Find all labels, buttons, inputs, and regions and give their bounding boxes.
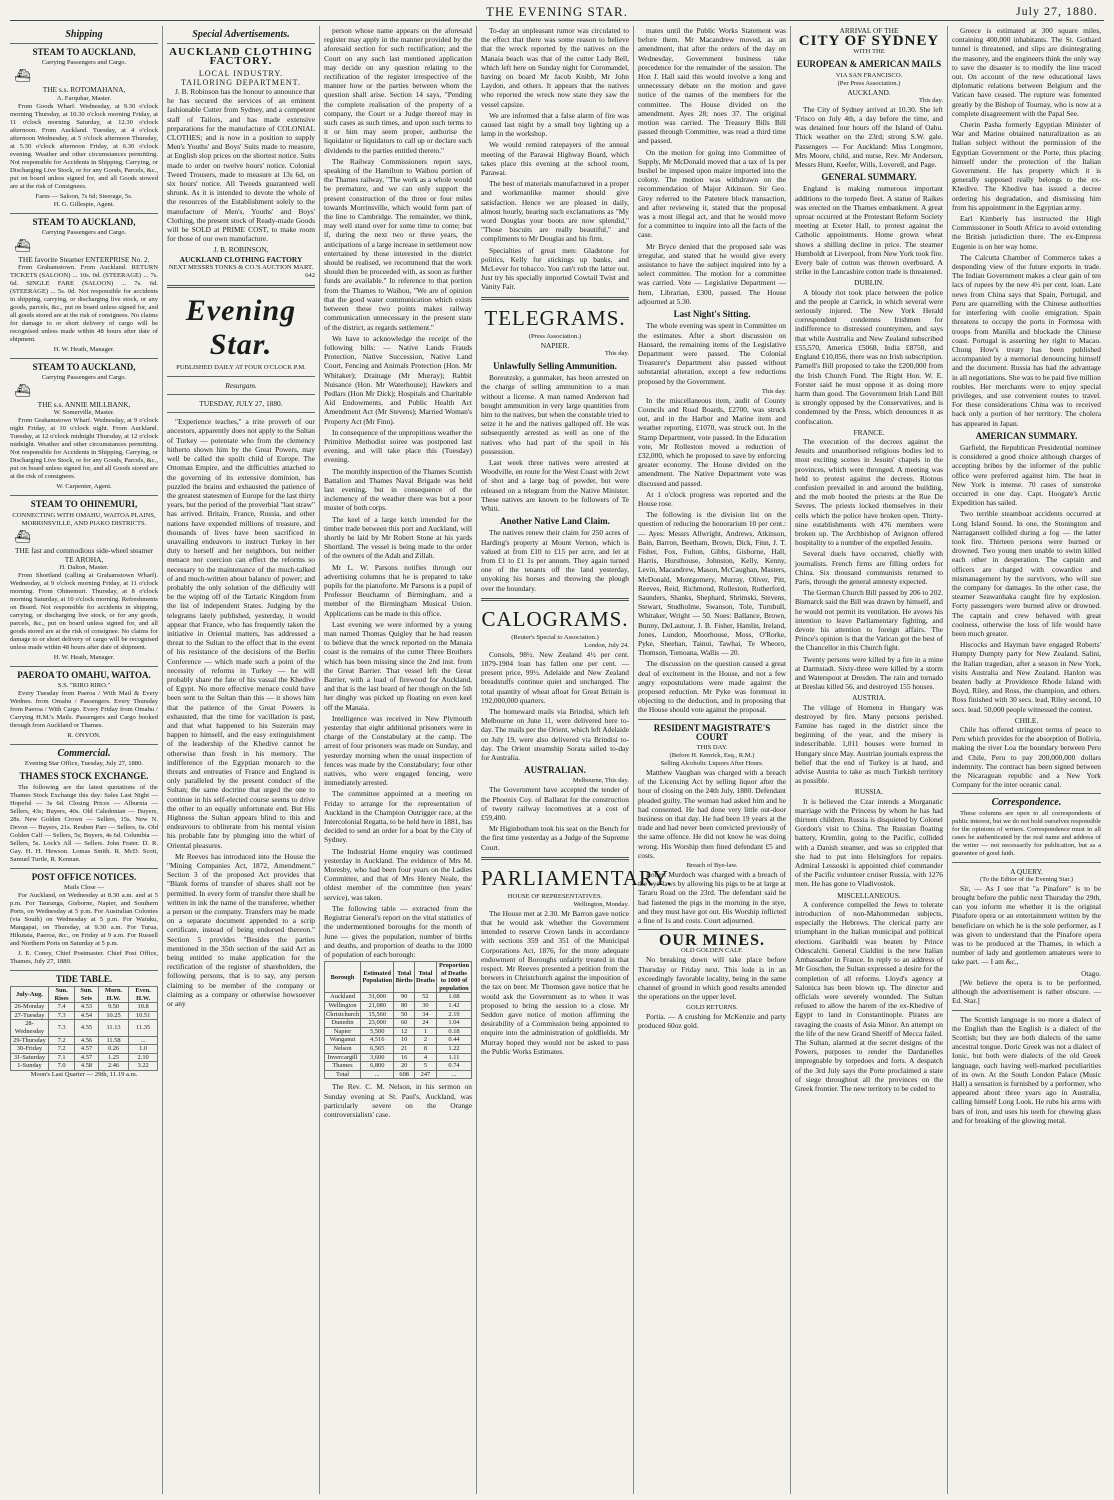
ad-department: TAILORING DEPARTMENT. xyxy=(181,77,301,87)
table-cell: Auckland xyxy=(325,993,361,1002)
table-cell: 8 xyxy=(414,1045,436,1054)
press-association-credit: (Press Association.) xyxy=(528,332,582,340)
news-paragraph: The Industrial Home enquiry was continued yesterday in Auckland. The evidence of Mrs M. Moresby, who had been four years on the Ladies Committee, and that of Mrs Henry Neale, the oldest member of the committee (ten years' service), was taken. xyxy=(324,846,472,902)
column-mail-news xyxy=(791,26,948,1494)
news-paragraph: Boreutzsky, a gunmaker, has been arrested on the charge of selling ammunition to a man without a license. A man named Anderson had bought ammunition in very large quantities from him to the natives, but when the constable tried to seize it he and the natives galloped off. He was subsequently arrested as well as one of the natives who had part of the spoil in his possession. xyxy=(481,373,629,456)
news-paragraph: Consols, 98½. New Zealand 4½ per cent. 1879-1904 loan has fallen one per cent. — present price, 99½. Adelaide and New Zealand breadstuffs continue quiet and unchanged. The total quantity of wheat afloat for Great Britain is 192,000,000 quarters. xyxy=(481,649,629,705)
column-shipping xyxy=(6,26,163,1494)
table-row xyxy=(325,1010,472,1019)
table-cell: 7.4 xyxy=(48,1003,74,1012)
table-cell: 50 xyxy=(394,1010,414,1019)
news-paragraph: The homeward mails via Brindisi, which left Melbourne on June 11, were delivered here to-day. The mails per the Orient, which left Adelaide on July 19, were also delivered via Brindisi to-day. The Orient steamship Sorata sailed to-day for Australia. xyxy=(481,706,629,762)
table-cell: 1.11 xyxy=(437,1053,472,1062)
house-heading: HOUSE OF REPRESENTATIVES. xyxy=(507,892,603,900)
table-row xyxy=(11,1045,158,1054)
exchange-heading: THAMES STOCK EXCHANGE. xyxy=(19,771,149,782)
table-cell: 52 xyxy=(414,993,436,1002)
ad-subtitle: S.S. "RIRO RIRO." xyxy=(57,682,111,690)
ship-headline: CITY OF SYDNEY xyxy=(798,33,940,50)
table-row xyxy=(325,1070,472,1079)
letter-addressee: (To the Editor of the Evening Star.) xyxy=(979,875,1074,883)
table-cell: 2.46 xyxy=(98,1062,128,1071)
ad-title: STEAM TO AUCKLAND, xyxy=(32,362,136,373)
table-cell: 4.57 xyxy=(75,1045,99,1054)
table-cell: 0.18 xyxy=(437,1027,472,1036)
press-association-credit: (Per Press Association.) xyxy=(837,79,901,87)
table-row xyxy=(11,1053,158,1062)
issue-date: July 27, 1880. xyxy=(1015,4,1098,18)
table-cell: 34 xyxy=(414,1010,436,1019)
ship-name: THE favorite Steamer ENTERPRISE No. 2. xyxy=(18,254,150,264)
ad-title: PAEROA TO OMAHU, WAITOA. xyxy=(17,670,151,681)
ship-master: W. Somerville, Master. xyxy=(53,409,115,417)
table-header-cell: Sun. Rises xyxy=(48,987,74,1003)
table-cell: Nelson xyxy=(325,1045,361,1054)
table-cell: 1 xyxy=(414,1027,436,1036)
ad-agent: R. ONYON. xyxy=(67,732,101,740)
news-paragraph: We would remind ratepayers of the annual meeting of the Parawai Highway Board, which takes place this evening at the school room, Parawai. xyxy=(481,140,629,178)
table-row xyxy=(325,1045,472,1054)
region-heading: MISCELLANEOUS. xyxy=(837,890,901,900)
news-paragraph: Twenty persons were killed by a fire in a mine at Darmstadt. Sixty-three were killed by a storm and Waterspout at Dresden. The rain and tornado at Breslau killed 56, and destroyed 155 houses. xyxy=(795,654,943,692)
news-paragraph: The discussion on the question caused a great deal of excitement in the House, and not a few angry expostulations were made against the proposed reduction. Mr Pyke was foremost in objecting to the deduction, and in proposing that the House should vote against the proposal. xyxy=(638,659,786,715)
exchange-body: The following are the latest quotations of the Thames Stock Exchange this day: Sales Last Night — Hopeful — 3s 6d. Closing Prices — Alburnia — Sellers, 43s; Buyers, 40s. Old Caledonian — Buyers, 28s. New Golden Crown — Sellers, 15s. New N. Devon — Buyers, 21s. Reuben Parr — Sellers, 6s. Old Golden Calf — Sellers, 5s; Buyers, 4s 6d. Columbia — Sellers, 5s. Lock's All — Sellers. John Frater. D. R. Gay. H. H. Hewson. Lomas Smith. R. McD. Scott, Samuel Turtle, R. Kennan. xyxy=(10,783,158,863)
table-cell: 23,000 xyxy=(361,1019,394,1028)
table-cell: 20 xyxy=(394,1062,414,1071)
table-header-cell: July-Aug. xyxy=(11,987,49,1003)
court-subheading: Breach of Bye-law. xyxy=(686,862,738,870)
table-cell: 21,080 xyxy=(361,1002,394,1011)
news-paragraph: Greece is estimated at 300 square miles, containing 400,000 inhabitants. The St. Gothard tunnel is threatened, and slips are disintegrating the masonry, and the engineers think the only way to save the disaster is to modify the line traced out. On account of the new educational laws diplomatic relations between Belgium and the Vatican have ceased. The rupture was fomented greatly by the Bishop of Tournay, who is now at a complete disagreement with the Papal See. xyxy=(952,26,1101,118)
table-cell: 6,800 xyxy=(361,1062,394,1071)
table-cell: Invercargill xyxy=(325,1053,361,1062)
news-paragraph: We are informed that a false alarm of fire was caused last night by a small boy lighting up a lamp in the workshop. xyxy=(481,110,629,139)
news-paragraph: Mr L. W. Parsons notifies through our advertising columns that he is prepared to take pupils for the pianoforte. Mr Parsons is a pupil of Professor Beuchamn of Birmingham, and a member of the Birmingham Musical Union. Applications can be made to this office. xyxy=(324,562,472,618)
table-row xyxy=(11,1003,158,1012)
column-local-news xyxy=(320,26,477,1494)
ship-master: A. Farquhar, Master. xyxy=(56,94,112,102)
news-paragraph: No breaking down will take place before Thursday or Friday next. This lode is in an exceedingly favorable locality, being in the same channel of ground in which good results attended the operations on the upper level. xyxy=(638,955,786,1002)
subheading: Another Native Land Claim. xyxy=(500,516,610,527)
ad-body: From Shortland (calling at Grahamstown Wharf). Wednesday, at 9 o'clock morning Friday, at 11 o'clock morning. From Ohinemuri. Thursday, at 8 o'clock morning Saturday, at 10 o'clock morning. Refreshments on Board. Not responsible for accidents in shipping, carrying, or discharging live stock, or for any goods, parcels, &c., put on board unless signed for, and all goods stored are at the risk of consignee. No claims for damage to or short delivery of cargo will be recognised unless made within 48 hours after date of shipment. xyxy=(10,572,158,652)
steamship-icon: ⛴ xyxy=(14,528,31,544)
table-cell: 10.25 xyxy=(98,1011,128,1020)
table-cell: Dunedin xyxy=(325,1019,361,1028)
section-heading-australian: AUSTRALIAN. xyxy=(524,765,586,776)
table-cell: Napier xyxy=(325,1027,361,1036)
section-heading-telegrams: TELEGRAMS. xyxy=(484,305,626,330)
ad-address: NEXT MESSRS TONKS & CO.'S AUCTION MART. xyxy=(168,263,314,271)
newspaper-title: THE EVENING STAR. xyxy=(486,4,628,19)
ad-agent: H. W. Heath, Manager. xyxy=(53,346,115,354)
ad-body: Every Tuesday from Paeroa / With Mail & Every Wednes. from Omahu / Passengers. Every Thursday from Paeroa / With Cargo. Every Friday from Omahu / Carrying H.M.'s Mails. Passengers and Cargo booked through from Auckland or Thames. xyxy=(10,690,158,730)
table-cell: 21 xyxy=(394,1045,414,1054)
news-paragraph: At 1 o'clock progress was reported and the House rose. xyxy=(638,489,786,508)
ad-body: J. B. Robinson has the honour to announce that he has secured the services of an eminent fashionable Cutter from Sydney, and a competent staff of Tailors, and has made extensive preparations for the manufacture of COLONIAL CLOTHES; and is now in a position to supply Men's Youths' and Boys' Suits made to measure, at English slop prices on the shortest notice. Suits made to order on twelve hours' notice. Colonial Tweed Trousers, made to measure at 13s 6d, on six hours' notice. All Tweeds guaranteed well shrunk. As it is intended to devote the whole of the resources of the Establishment solely to the manufacture of Men's, Youths' and Boys' Clothing, the present stock of Ready-made Goods will be SOLD at PRIME COST, to make room for those of our own manufacture. xyxy=(167,87,315,244)
columns xyxy=(6,26,1108,1494)
news-paragraph: The committee appointed at a meeting on Friday to arrange for the representation of Auckland in the Champion Outrigger race, at the Intercolonial Regatta, to be held here in 1881, has decided to send an order for a boat by the City of Sydney. xyxy=(324,789,472,845)
news-paragraph: Several duels have occurred, chiefly with journalists. French firms are filling orders for China. Six thousand communists returned to Paris, through the general amnesty expected. xyxy=(795,549,943,586)
division-list: The following is the division list on the question of reducing the honorarium 10 per cent.: — Ayes: Messrs Allwright, Andrews, Atkinson, Bain, Barron, Beetham, Brown, Dick, Finn, J. T. Fisher, Fox, Fulton, Gibbs, Gisborne, Hall, Harris, Hursthouse, Johnston, Kelly, Kenny, Levin, Macandrew, Mason, McCaughan, Masters, McDonald, Montgomery, Murray, Oliver, Pitt, Reeves, Reid, Richmond, Rolleston, Rutherford, Saunders, Shanks, Shephard, Shrimski, Stevens, Stewart, Studholme, Swanson, Tole, Turnbull, Whitaker, Wright — 50. Noes: Ballance, Brown, Bunny, DeLautour, J. B. Fisher, Hamlin, Ireland, Jones, Lundon, Moorhouse, Moss, O'Rorke, Pyke, Sheehan, Tainui, Tawhai, Te Wheoro, Thomson, Tomoana, Wallis — 20. xyxy=(638,510,786,658)
news-paragraph: We have to acknowledge the receipt of the following bills: — Native Lands Frauds Protection, Native Succession, Native Land Court, Fencing and Animals Protection (Hon. Mr Whitaker); Drainage (Mr Murray); Rabbit Nuisance (Hon. Mr Waterhouse); Hawkers and Pedlars (Hon Mr Dick); Hospitals and Charitable Aid Endowments, and Public Health Act Amendment Act (Mr Stevens); Married Woman's Property Act (Mr Finn). xyxy=(324,333,472,426)
news-paragraph: The monthly inspection of the Thames Scottish Battalion and Thames Naval Brigade was held last evening, but in consequence of the inclemency of the weather there was but a poor muster of both corps. xyxy=(324,466,472,513)
table-cell: 4.57 xyxy=(75,1053,99,1062)
mails-headline: EUROPEAN & AMERICAN MAILS xyxy=(796,59,942,70)
ad-body: From Grahamstown Wharf. Wednesday, at 9 o'clock night Friday, at 10 o'clock night. From Auckland. Tuesday, at 12 o'clock midnight Thursday, at 12 o'clock midnight. Weather and other circumstances permitting. Not responsible for Accidents in Shipping, Carrying, or Discharging Live Stock, or for any Goods, Parcels, &c., put on board unless signed for, and all Goods stored are at the risk of consignees. xyxy=(10,417,158,481)
ad-fares: Fares — Saloon, 7s 6d; Steerage, 5s. xyxy=(35,192,133,200)
region-heading: RUSSIA. xyxy=(854,787,884,797)
region-heading: FRANCE. xyxy=(853,427,885,437)
table-cell: 11.35 xyxy=(129,1020,158,1036)
table-cell: 7.2 xyxy=(48,1045,74,1054)
news-paragraph: Earl Kimberly has instructed the High Commissioner in South Africa to avoid extending the British jurisdiction there. The ex-Empress Eugenie is on her way home. xyxy=(952,214,1101,251)
court-heading: RESIDENT MAGISTRATE'S COURT xyxy=(653,722,771,742)
court-before: (Before H. Kenrick, Esq., R.M.) xyxy=(669,752,755,760)
news-paragraph: The Government have accepted the tender of the Phoenix Coy. of Ballarat for the construction of twenty railway locomotives at a cost of £59,400. xyxy=(481,785,629,823)
news-paragraph: The following table — extracted from the Registrar General's report on the vital statistics of the undermentioned boroughs for the month of June — gives the population, number of births and deaths, and proportion of deaths to the 1000 of population of each borough: xyxy=(324,903,472,959)
ad-title: STEAM TO AUCKLAND, xyxy=(32,216,136,227)
table-cell: 1.22 xyxy=(437,1045,472,1054)
via-line: VIA SAN FRANCISCO. xyxy=(835,71,903,79)
dateline-place: NAPIER. xyxy=(540,340,570,350)
news-paragraph: Specialties of great men: Gladstone for politics, Kelly for stickings up banks, and McLever for tobacco. You can't rob the latter out. Just try his specially imported Cowtail Twist and Vanity Fair. xyxy=(481,245,629,292)
leader-dateline: TUESDAY, JULY 27, 1880. xyxy=(199,399,283,409)
dateline: London, July 24. xyxy=(584,641,629,649)
ad-subtitle: CONNECTING WITH OMAHU, WAITOA PLAINS, MORRINSVILLE, AND PIAKO DISTRICTS. xyxy=(12,511,156,527)
ad-signature-business: AUCKLAND CLOTHING FACTORY xyxy=(179,254,303,264)
news-paragraph: mates until the Public Works Statement was before them. Mr Macandrew moved, as an amendment, that after the orders of the day on Wednesday, Government business take precedence for the remainder of the session. The Hon J. Hall said this would involve a long and unnecessary debate on the motion and gave notice of the names of the members for the committee. The House divided on the amendment. Ayes 28; noes 37. The original motion was carried. The Treasury Bills Bill passed through Committee, was read a third time and passed. xyxy=(638,26,786,146)
arrival-heading: ARRIVAL OF THE xyxy=(839,26,899,35)
table-cell: 12 xyxy=(394,1027,414,1036)
table-cell: 1.04 xyxy=(437,1019,472,1028)
table-header-cell: Estimated Population xyxy=(361,962,394,993)
column-telegrams xyxy=(477,26,673,1494)
post-office-body: For Auckland, on Wednesday at 8.30 a.m. and at 5 p.m. For Tauranga, Gisborne, Napier, and Southern Ports, on Wednesday at 5 p.m. For Australian Colonies (via South) on Wednesday at 5 p.m. For Waiuku, Mangapai, on Thursday, at 9.30 a.m. For Turua, Hikutaia, Paeroa, &c., on Friday at 9 a.m. For Russell and Northern Ports on Saturday at 5 p.m. xyxy=(10,891,158,947)
dateline-place: AUCKLAND. xyxy=(847,87,891,97)
news-paragraph: The village of Homenz in Hungary was destroyed by fire. Many persons perished. Famine has raged in the district since the beginning of the year, and the misery is indescribable. 1,011 houses were burned in Hungary since May. Austrian journals express the belief that the end of Turkey is at hand, and advise Austria to take as much Turkish territory as possible. xyxy=(795,702,943,786)
ad-agent: H. W. Heath, Manager. xyxy=(53,654,115,662)
news-paragraph: Cherin Pasha formerly Egyptian Minister of War and Marine obtained naturalization as an Italian subject without the permission of the Egyptian Government or the Porte, thus placing himself under the protection of the Italian Government. He has property which it is generally supposed really belongs to the ex-Khedive. The Khedive has issued a decree ordering his degradation, and dismissing him from his appointment in the Egyptian army. xyxy=(952,120,1101,212)
section-heading-american-summary: AMERICAN SUMMARY. xyxy=(975,430,1078,441)
table-row xyxy=(11,1011,158,1020)
news-paragraph: The keel of a large ketch intended for the timber trade between this port and Auckland, will shortly be laid by Mr Robert Stone at his yards Shortland. The vessel is being made to the order of the owners of the Adah and Zillah. xyxy=(324,514,472,561)
news-paragraph: The City of Sydney arrived at 10.30. She left 'Frisco on July 4th, a day before the time, and was detained four hours off the Island of Oahu. Thick weather on the 23rd; strong S.W. gale. Passengers — For Auckland: Miss Longmore, Mrs Moore, child, and nurse, Rev. Mr Anderson, Messrs Hunt, Keefer, Wills, Loverell, and Page. xyxy=(795,104,943,170)
mine-subheading: GOLD RETURNS. xyxy=(686,1003,738,1011)
table-row xyxy=(11,1062,158,1071)
table-cell: 30 xyxy=(414,1002,436,1011)
column-summaries-correspondence xyxy=(948,26,1105,1494)
table-cell: 4.53 xyxy=(75,1003,99,1012)
region-heading: AUSTRIA. xyxy=(852,693,886,703)
table-cell: 9.50 xyxy=(98,1003,128,1012)
ship-name: THE s.s. ANNIE MILLBANK, xyxy=(37,400,131,410)
table-cell: 1.68 xyxy=(437,993,472,1002)
letter-signature: Otago. xyxy=(1081,968,1101,978)
news-paragraph: The natives renew their claim for 250 acres of Harding's property at Mount Vernon, which is valued at from £10 to £15 per acre, and let at from £1 to £1 1s per annum. They again turned one of the tenants off the land yesterday, unyoking his horses and throwing the plough over the boundary. xyxy=(481,528,629,593)
motto: Resurgam. xyxy=(225,380,257,390)
news-paragraph: Two terrible steamboat accidents occurred at Long Island Sound. In one, the Stonington and Narragansett collided during a fog — the latter took fire. Thirteen persons were burned or drowned. Two young men unable to swim killed each other in desperation. The captain and officers are charged with cowardice and mismanagement by the survivors, who will sue the company for damages. In the other case, the steamer Seawanhaka caught fire by explosion. Forty passengers were burned alive or drowned. The captain and crew behaved with great coolness, otherwise the loss of life would have been much greater. xyxy=(952,509,1101,638)
table-cell: 80 xyxy=(394,1002,414,1011)
section-heading-mines: OUR MINES. xyxy=(658,932,765,950)
ad-title: STEAM TO OHINEMURI, xyxy=(30,499,138,510)
news-paragraph: On the motion for going into Committee of Supply, Mr McDonald moved that a tax of 1s per bushel be imposed upon maize imported into the colony. The motion was withdrawn on the recommendation of Major Atkinson. Sir Geo. Grey referred to the Patetere block transaction, and after reviewing it, stated that the proposal was a most illegal act, and that he would move for a committee to inquire into all the facts of the case. xyxy=(638,147,786,240)
ad-subtitle: LOCAL INDUSTRY. xyxy=(198,68,284,78)
table-cell: ... xyxy=(129,1036,158,1045)
post-office-subheading: Mails Close — xyxy=(64,883,104,891)
table-cell: Thames xyxy=(325,1062,361,1071)
news-paragraph: Last week three natives were arrested at Woodville, en route for the West Coast with 2cwt of shot and a large bag of powder, but were released on a telegram from the Native Minister. These natives are known to be followers of Te Whiti. xyxy=(481,457,629,513)
table-cell: 31,000 xyxy=(361,993,394,1002)
table-cell: 4.58 xyxy=(75,1062,99,1071)
table-row xyxy=(325,1036,472,1045)
with-the: WITH THE xyxy=(853,48,885,56)
table-row xyxy=(325,1053,472,1062)
table-cell: Total xyxy=(325,1070,361,1079)
subheading: Unlawfully Selling Ammunition. xyxy=(493,360,617,371)
table-cell: 0.26 xyxy=(98,1045,128,1054)
leader-article: Mr Reeves has introduced into the House the "Mining Companies Act, 1872, Amendment." Section 3 of the proposed Act provides that "Blank forms of transfer of shares shall not be permitted. In every form of transfer there shall be written in ink the name of the transferee, whether a person or the company. Transfers may be made on a separate document appended to a scrip certificate, instead of being endorsed thereon." Section 5 provides "Besides the parties mentioned in the 35th section of the said Act as being entitled to make application for the rectification of the register of shareholders, the following persons, that is to say, any person claiming to be member of the company or claiming as a company or otherwise howsoever or any xyxy=(167,851,315,1009)
news-paragraph: Portia. — A crushing for McKenzie and party produced 60oz gold. xyxy=(638,1011,786,1030)
table-cell: 1-Sunday xyxy=(11,1062,49,1071)
section-heading-general-summary: GENERAL SUMMARY. xyxy=(821,172,917,183)
ad-title: STEAM TO AUCKLAND, xyxy=(32,47,136,58)
tide-note: Moon's Last Quarter — 29th, 11.19 a.m. xyxy=(30,1070,138,1078)
table-cell: 60 xyxy=(394,1019,414,1028)
table-cell: Christchurch xyxy=(326,1010,360,1018)
dateline: Melbourne, This day. xyxy=(572,777,629,785)
ad-body: From Goods Wharf. Wednesday, at 9.30 o'clock morning Thursday, at 10.30 o'clock morning Friday, at 11 o'clock morning Saturday, at 12.30 o'clock afternoon. From Auckland. Tuesday, at 4 o'clock afternoon Wednesday, at 5 o'clock afternoon Thursday, at 5.30 o'clock afternoon Friday, at 6.30 o'clock evening. Weather and other circumstances permitting. Not responsible for Accidents in Shipping, Carrying, or Discharging Live Stock, or for any Goods, Parcels, &c., put on board unless signed for, and all Goods stowed are at the risk of Consignees. xyxy=(10,102,158,190)
table-cell: 1.25 xyxy=(98,1053,128,1062)
ad-subtitle: Carrying Passengers and Cargo. xyxy=(41,374,127,382)
ad-agent: W. Carpenter, Agent. xyxy=(56,483,112,491)
table-row xyxy=(325,1019,472,1028)
table-cell: 10.51 xyxy=(129,1011,158,1020)
table-row xyxy=(325,1062,472,1071)
news-paragraph: The Calcutta Chamber of Commerce takes a desponding view of the future exports in trade. The Indian Government makes a clear gain of ten lacs of rupees by the new 4½ per cent. loan. Late news from China says that Spain, Portugal, and Peru are quarrelling with the Chinese authorities for interfering with coolie emigration. Spain threatens to occupy the ports in Formosa with troops from Manilla and blockade the Chinese coast. Portugal is asserting her right to Macao. Chung How's treaty has been published accompanied by a memorial denouncing himself and the document. Russia has had the advantage in all negotiations. She was to be paid five million roubles. Her merchants were to enjoy special privileges, and use convenient routes to travel. For these considerations China was to received back only a portion of her territory. The cholera has appeared in Japan. xyxy=(952,252,1101,428)
table-cell: 31-Saturday xyxy=(11,1053,49,1062)
table-cell: 10.8 xyxy=(129,1003,158,1012)
table-cell: Wanganui xyxy=(325,1036,361,1045)
table-cell: 28-Wednesday xyxy=(11,1020,49,1036)
table-cell: 4 xyxy=(414,1053,436,1062)
table-cell: 11.58 xyxy=(98,1036,128,1045)
news-paragraph: The House met at 2.30. Mr Barron gave notice that he would ask whether the Government intended to reserve Crown lands in accordance with sections 359 and 351 of the Municipal Corporations Act, 1876, for the more adequate endowment of Boroughs unfairly treated in that respect. Mr Reeves presented a petition from the brewers in Christchurch against the imposition of the tax on beer. Mr Thomson gave notice that he would ask the Government as to when it was proposed to bring the session to a close. Mr Seddon gave notice of motion affirming the desirability of a Commission being appointed to enquire into the administration of goldfields. Mr Murray hoped they would not be asked to pass the Public Works Estimates. xyxy=(481,908,629,1056)
table-row xyxy=(325,1027,472,1036)
post-office-signature: J. E. Coney, Chief Postmaster. Chief Post Office, Thames, July 27, 1880. xyxy=(10,949,158,965)
table-cell: 4.54 xyxy=(75,1011,99,1020)
table-cell: 1.42 xyxy=(437,1002,472,1011)
table-header-cell: Proportion of Deaths to 1000 of population xyxy=(437,962,472,993)
table-row xyxy=(11,1020,158,1036)
dateline: Wellington, Monday. xyxy=(573,900,629,908)
news-paragraph: A conference compelled the Jews to tolerate introduction of non-Mahommedan subjects, especially the Hebrews. The clerical party are triumphant in the Italian municipal and political elections. Garibaldi was beaten by Prince Odescalchi. General Cialdini is the new Italian Ambassador in France. In reply to an address of Mr Goschen, the Sultan expressed a desire for the completion of all reforms. Lloyd's agency at Salonica has been blown up. The director and officials were severely wounded. The Sultan refused to allow the harem of the ex-Khedive of Egypt to land in Constantinople. Pirates are ravaging the coasts of Asia Minor. An attempt on the life of the new Grand Sheriff of Mecca failed. The Sultan, alarmed at the secret designs of the Powers, purposes to render the Dardanelles impregnable by torpedoes and forts. A despatch of the 3rd July says the Porte proclaimed a state of siege throughout all the provinces on the Greek frontier. The new territory to be ceded to xyxy=(795,899,943,1093)
table-header-cell: Even. H.W. xyxy=(129,987,158,1003)
table-cell: 15,560 xyxy=(361,1010,394,1019)
ad-number: 642 xyxy=(305,271,315,279)
news-paragraph: Intelligence was received in New Plymouth yesterday that eight additional prisoners were in charge of the Constabulary at the camp. The arrest of four prisoners was made on Sunday, and yesterday morning when the usual inspection of fences was made by the Constabulary; four other natives, who were engaged fencing, were immediately arrested. xyxy=(324,713,472,788)
table-cell: 11.13 xyxy=(98,1020,128,1036)
dateline-time: This day. xyxy=(918,96,943,104)
news-paragraph: The execution of the decrees against the Jesuits and unauthorised religious bodies led to most exciting scenes in Jesuits' chapels in the provinces, which were thronged. A meeting was held to protest against the decrees. Riotous confusion prevailed in and around the building, and the mob hooted the priests at the Rue De Sevres. The priests locked themselves in their cells which the police have broken open. Thirty-nine establishments with 476 members were broken up. The Archbishop of Avignon offered hospitality to a number of the expelled Jesuits. xyxy=(795,436,943,548)
table-cell: 2 xyxy=(414,1036,436,1045)
steamship-icon: ⛴ xyxy=(14,383,31,399)
table-row xyxy=(325,1002,472,1011)
table-header-cell: Total Births xyxy=(394,962,414,993)
section-heading-correspondence: Correspondence. xyxy=(991,797,1062,809)
column-advertisements xyxy=(163,26,320,1494)
steamship-icon: ⛴ xyxy=(14,237,31,253)
region-heading: DUBLIN. xyxy=(854,278,884,288)
table-cell: 4,516 xyxy=(361,1036,394,1045)
ad-agent: H. G. Gillespie, Agent. xyxy=(53,200,115,208)
section-heading-shipping: Shipping xyxy=(65,29,103,40)
news-paragraph: The whole evening was spent in Committee on the estimates. After a short discussion on Hansard, the remaining items of the Legislative Department were passed. The Colonial Treasurer's Department also passed without substantial alteration, except a few reductions proposed by the Government. xyxy=(638,321,786,386)
section-heading-parliamentary: PARLIAMENTARY. xyxy=(481,865,673,890)
table-cell: 3.22 xyxy=(129,1062,158,1071)
section-heading-calograms: CALOGRAMS. xyxy=(481,606,629,631)
table-header-cell: Borough xyxy=(325,962,361,993)
correspondence-note: These columns are open to all correspondents of public interest, but we do not hold ourselves responsible for the opinions of writers. Correspondence must in all cases be authenticated by the real name and address of the writer — not necessarily for publication, but as a guarantee of good faith. xyxy=(952,809,1101,857)
table-cell: 2.19 xyxy=(437,1010,472,1019)
ad-subtitle: Carrying Passengers and Cargo. xyxy=(41,228,127,236)
table-cell: 3,600 xyxy=(361,1053,394,1062)
letter-body: Sir, — As I see that "a Pinafore" is to be brought before the public next Thursday the 29th, can you inform me whether it is the original Pinafore opera or an entertainment written by the beneficiare on which he is the sole performer, as I was given to understand that the Pinafore opera was to be produced at the Thames, in which a number of lady and gentlemen amateurs were to take part. — I am &c., xyxy=(952,883,1101,967)
table-cell: ... xyxy=(361,1070,394,1079)
table-cell: 608 xyxy=(394,1070,414,1079)
news-paragraph: The Scottish language is no more a dialect of the English than the English is a dialect of the Scottish; but they are both dialects of the same ancestral tongue. Doric Greek was not a dialect of Ionic, but both were dialects of the old Greek language, each having well-marked peculiarities of its own. At the South London Palace (Music Hall) a sensation is furnished by a performer, who appeared about three years ago in Australia, calling himself Long Look. He rubs his arms with bars of iron, and uses his teeth for chewing glass and for breaking of the glowing metal. xyxy=(952,1014,1101,1125)
news-paragraph: Garfield, the Republican Presidential nominee is considered a good choice although charges of accepting bribes by the informer of the public office were preferred against him. The heat in New York is intense. 70 cases of sunstroke occurred in one day. Capt. Hoogate's Arctic Expedition has sailed. xyxy=(952,442,1101,508)
table-cell: 7.3 xyxy=(48,1020,74,1036)
letter-title: A QUERY. xyxy=(1010,866,1043,876)
table-cell: 26-Monday xyxy=(11,1003,49,1012)
table-cell: 7.0 xyxy=(48,1062,74,1071)
ship-name: THE s.s. ROTOMAHANA, xyxy=(42,85,126,95)
news-paragraph: The German Church Bill passed by 206 to 202. Bismarck said the Bill was drawn by himself, and he would not permit its ventilation. He avows his intention to leave Parliamentary fighting, and devote his attention to foreign affairs. The Prince's opinion is that the Vatican got the best of the Chancellor in this Church fight. xyxy=(795,588,943,653)
dateline-time: This day. xyxy=(761,387,786,395)
ad-subtitle: Carrying Passengers and Cargo. xyxy=(41,59,127,67)
table-header-cell: Total Deaths xyxy=(414,962,436,993)
table-cell: 7.2 xyxy=(48,1036,74,1045)
section-heading-commercial: Commercial. xyxy=(57,748,111,760)
news-paragraph: Robert Murdoch was charged with a breach of the bye-laws by allowing his pigs to be at large at Tararu Road on the 23rd. The defendant said he had fastened the pigs in the morning in the stye, and they must have got out. His Worship inflicted a fine of 1s and costs. Court adjourned. xyxy=(638,870,786,926)
news-paragraph: The Rev. C. M. Nelson, in his sermon on Sunday evening at St. Paul's, Auckland, was particularly severe on the Orange controversialists' case. xyxy=(324,1082,472,1120)
news-paragraph: It is believed the Czar intends a Morganatic marriage with the Princess by whom he has had thirteen children. Russia is disquieted by Colonel Gordon's visit to China. The Russian floating battery, Kremlin, going to the Pacific, collided with a Danish steamer, and was so crippled that she had to put into Helsingfors for repairs. Admiral Lessoski is appointed chief commander of the Pacific volunteer cruiser Russia, with 1276 men. He has gone to Vladivostok. xyxy=(795,796,943,889)
news-paragraph: The best of materials manufactured in a proper and workmanlike manner should give satisfaction. Hence we are pleased in daily, almost hourly, hearing such exclamations as "My word Douglas your boots are now splendid," "Those biscuits are really beautiful," and compliments to Mr Douglas and his firm. xyxy=(481,179,629,244)
commercial-dateline: Evening Star Office, Tuesday, July 27, 1880. xyxy=(24,760,144,768)
ship-name: THE fast and commodious side-wheel steamer TE AROHA, xyxy=(14,545,154,564)
news-paragraph: Mr Bryce denied that the proposed sale was irregular, and stated that he would give every assistance to have the subject inquired into by a select committee. The motion for a committee was carried. Vote — Legislative Department — Item, Librarian, £300, passed. The House adjourned at 5.30. xyxy=(638,241,786,306)
mine-name: OLD GOLDEN CALF. xyxy=(681,947,743,955)
steamship-icon: ⛴ xyxy=(14,68,31,84)
news-paragraph: Last evening we were informed by a young man named Thomas Quigley that he had reason to believe that the wreck reported on the Manaia coast is the remains of the cutter Three Brothers which has been missing since the 2nd inst. from the Great Barrier. That vessel left the Great Barrier, with a load of firewood for Auckland, and that is the last heard of her though on the 5th her dinghy was picked up floating on even keel off the Manaia. xyxy=(324,619,472,712)
news-paragraph: Hiscocks and Hayman have engaged Roberts' Humpty Dumpty party for New Zealand. Salini, the Italian tragedian, after a season in New York, visits Australia and New Zealand. Hanlon was beaten badly at Providence Rhode Island with Boyd, Riley, and Ross, the champion, and others. Ross finished with 30 secs. lead, Riley second, 10 secs. lead. 50,000 people witnessed the contest. xyxy=(952,640,1101,714)
table-cell: 29-Thursday xyxy=(11,1036,49,1045)
section-heading-special-ads: Special Advertisements. xyxy=(192,29,290,40)
nameplate-subtitle: PUBLISHED DAILY AT FOUR O'CLOCK P.M. xyxy=(176,363,306,371)
ship-master: H. Dalton, Master. xyxy=(59,564,109,572)
table-header-cell: Morn. H.W. xyxy=(98,987,128,1003)
table-row xyxy=(325,993,472,1002)
leader-article: "Experience teaches," a trite proverb of our ancestors, apparently does not apply to the Sultan of Turkey — potentate who from the clemency hitherto shown him by the Great Powers, may well be called the spoilt child of Europe. The Ottoman Empire, and the difficulties attached to the governing of its extensive dominion, has puzzled the brains and exhausted the patience of the greatest statesmen of Europe for the last thirty years, but the period of the proverbial "last straw" has arrived. Britain, France, Russia, and other nations have expended millions of treasure, and thousands of lives have been sacrificed in unavailing endeavors to instruct Turkey in her duty to herself and her neighbors, but neither menace nor coercion can effect the reforms so necessary to the maintenance of the much-talked of and much-written about balance of power; and probably the only solution of the difficulty will be the wiping off of the Tartaric Kingdom from the list of independent States. Judging by the telegrams lately published, yesterday, it would appear that France, who has frequently taken the initiative in Oriental matters, has addressed a threat to the Sultan to the effect that in the event of his resistance of the decisions of the Berlin Conference — which made such a point of the necessity of reforms in Turkey — he will probably share the fate of his vassal the Khedive of Egypt. No more effective menace could have been sent to the Sultan than this — it shows him that the patience of the Great Powers is exhausted, that the time for vacillation is past, and that what happened to his Suzerain may happen to himself, and the easy extinguishment of the leadership of the Khedive cannot be otherwise than fresh in his memory. The indifference of the Egyptian monarch to the threats and entreaties of France and England is only paralleled by the present conduct of the Sultan; the same doctrine that urged the one to continue in his self-elected course seems to drive the other to an equally unfortunate end. But His Highness the Sultan appears blind to this and endeavours to obliterate from his mental vision his probable fate by plunging into the whirl of Oriental pleasures. xyxy=(167,417,315,850)
table-cell: 5,500 xyxy=(361,1027,394,1036)
table-header-cell: Sun. Sets xyxy=(75,987,99,1003)
news-paragraph: A bloody riot took place between the police and the people at Carrick, in which several were seriously injured. The New York Herald correspondent condemns Irishmen for indifference to distressed countrymen, and says that while Australia and New Zealand subscribed £55,570, America £5068, India £8750, and England £10,056, there was no Irish subscription. Parnell's Bill proposed to take the £200,000 from the Irish Church Fund. The Right Hon. W. E. Forster said he must oppose it as doing more harm than good. The Government Irish Land Bill is strongly opposed by the Conservatives, and is condemned by the Press, which denounces it as confiscation. xyxy=(795,287,943,426)
news-paragraph: Matthew Vaughan was charged with a breach of the Licensing Act by selling liquor after the hour of closing on the 24th July, 1880. Defendant pleaded guilty. The woman had asked him and he had consented. He had done very little out-door business on that day. He had been 19 years at the trade and had never been convicted previously of the same offence. He did not know he was doing wrong. His Worship then fined defendant £5 and costs. xyxy=(638,768,786,860)
table-cell: 6,565 xyxy=(361,1045,394,1054)
post-office-heading: POST OFFICE NOTICES. xyxy=(31,871,137,882)
dateline-time: This day. xyxy=(604,349,629,357)
table-cell: 30-Friday xyxy=(11,1045,49,1054)
news-paragraph: Mr Higinbotham took his seat on the Bench for the first time yesterday as a Judge of the Supreme Court. xyxy=(481,824,629,852)
table-cell: 4.55 xyxy=(75,1020,99,1036)
column-parliament-court xyxy=(634,26,791,1494)
reuters-credit: (Reuter's Special to Association.) xyxy=(511,633,599,641)
table-cell: 5 xyxy=(414,1062,436,1071)
table-cell: 2.10 xyxy=(129,1053,158,1062)
table-cell: 7.3 xyxy=(48,1011,74,1020)
court-date: THIS DAY. xyxy=(696,744,728,752)
ad-body: From Grahamstown. From Auckland. RETURN TICKETS (SALOON) ... 10s. 0d. (STEERAGE) ... 7s. 6d. SINGLE FARE (SALOON) ... 7s. 6d. (STEERAGE) ... 5s. 0d. Not responsible for accidents in shipping, carrying, or discharging live stock, or any goods, parcels, &c., put on board unless signed for, and all goods stored are at the risk of consignees. No claims for damage to or short delivery of cargo will be recognised unless made within 48 hours after date of shipment. xyxy=(10,264,158,344)
editor-note: [We believe the opera is to be performed, although the advertisement is rather obscure. — Ed. Star.] xyxy=(952,977,1101,1006)
news-paragraph: In consequence of the unpropitious weather the Primitive Methodist soiree was postponed last evening, and will take place this (Tuesday) evening. xyxy=(324,427,472,465)
vital-statistics-table xyxy=(324,961,472,1079)
tide-table xyxy=(10,986,158,1071)
news-paragraph: England is making numerous important additions to the torpedo fleet. A statue of Raikes was erected on the Thames embankment. A great uproar occurred at the Protestant Reform Society meeting at Exeter Hall, to protest against the Catholic appointments. Home grown wheat shows a shilling decline in price. The steamer Humboldt at Liverpool, from New York took fire. Every bale of cotton was thrown overboard. A strike in the Lancashire cotton trade is threatened. xyxy=(795,184,943,277)
table-cell: 10 xyxy=(394,1036,414,1045)
news-paragraph: The Railway Commissioners report says, speaking of the Hamilton to Waihou portion of the Thames railway, "The work as a whole would be premature, and we can only support the present construction of the three or four miles towards Morrinsville, which would form part of the line to Cambridge. The remainder, we think, may well stand over for some time to come; but if, during the next two or three years, the anticipations of a large increase in settlement now entertained by those interested in the district should be realised, we recommend that the work should then be proceeded with, as soon as further funds are available." In reference to that portion from the Thames to Waihou, "We are of opinion that the good water communication which exists between these two points makes railway communication unnecessary in the present state of the district, as regards settlement." xyxy=(324,156,472,332)
table-cell: 7.1 xyxy=(48,1053,74,1062)
table-cell: 0.74 xyxy=(437,1062,472,1071)
court-subheading: Selling Alcoholic Liquors After Hours. xyxy=(660,760,764,768)
masthead xyxy=(10,4,1104,21)
table-cell: Wellington xyxy=(325,1002,361,1011)
table-cell: 24 xyxy=(414,1019,436,1028)
tide-table-heading: TIDE TABLE. xyxy=(55,973,113,984)
table-cell: ... xyxy=(437,1070,472,1079)
table-cell: 247 xyxy=(414,1070,436,1079)
table-cell: 90 xyxy=(394,993,414,1002)
ad-title: AUCKLAND CLOTHING FACTORY. xyxy=(169,46,313,68)
table-cell: 27-Tuesday xyxy=(11,1011,49,1020)
table-cell: 16 xyxy=(394,1053,414,1062)
table-cell: 1.0 xyxy=(129,1045,158,1054)
news-paragraph: To-day an unpleasant rumor was circulated to the effect that there was some reason to believe that the wreck reported by the natives on the Manaia beach was that of the cutter Lady Bell, which left here on Sunday night for Coromandel, having on board Mr Jacob Knibb, Mr John Laydon, and others. It appears that the natives who reported the wreck now state they saw the vessel capsize. xyxy=(481,26,629,109)
subheading: Last Night's Sitting. xyxy=(673,309,751,320)
news-paragraph: In the miscellaneous item, audit of County Councils and Road Boards, £2700, was struck out, and in the Harbor and Marine item and weather reporting, £1070, was struck out. In the Stamp Department, vote passed. In the Education vote, Mr Rolleston moved a reduction of £32,000, which he proposed to save by enforcing greater economy. The House divided on the amendment. The Native Department vote was discussed and passed. xyxy=(638,395,786,488)
region-heading: CHILE. xyxy=(1014,715,1039,725)
news-paragraph: person whose name appears on the aforesaid register may apply in the manner provided by the aforesaid section for such rectification; and the Court on any such last mentioned application may decide on any question relating to the rectification of the register irrespective of the manner how or the parties between whom the question shall arise. Section 14 says, "Pending the complete realisation of the property of a company, the Court or a Judge thereof may in such cases as such times, and upon such terms to it or him may seem proper, authorise the liquidator or liquidators to call up or declare such dividends to the parties entitled thereto." xyxy=(324,26,472,155)
ad-signature: J. B. ROBINSON, xyxy=(213,245,269,255)
paper-nameplate: Evening Star. xyxy=(185,293,297,361)
table-cell: 4.56 xyxy=(75,1036,99,1045)
news-paragraph: Chile has offered stringent terms of peace to Peru which provides for the absorption of Bolivia, making the river Loa the boundary between Peru and Chile, Peru to pay 200,000,000 dollars indemnity. The contract has been signed between the Nicaraguan republic and a New York Company for the inter oceanic canal. xyxy=(952,725,1101,790)
table-row xyxy=(11,1036,158,1045)
table-cell: 0.44 xyxy=(437,1036,472,1045)
